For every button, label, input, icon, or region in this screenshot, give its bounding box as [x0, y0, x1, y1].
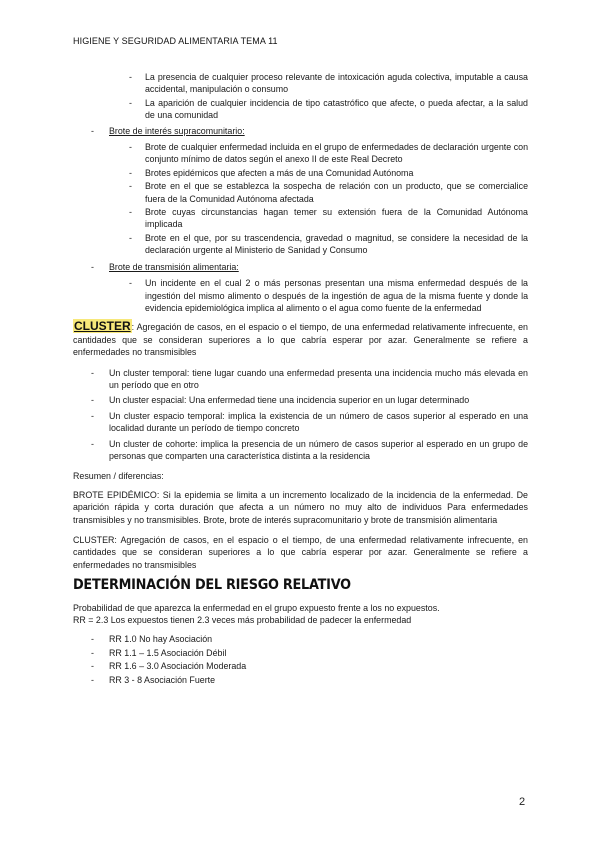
- section-alimentaria: [73, 261, 528, 315]
- list-item: - Un cluster espacial: Una enfermedad tiene una incidencia superior en un lugar determinado: [73, 394, 528, 406]
- resumen-cluster: CLUSTER: Agregación de casos, en el espacio o el tiempo, de una enfermedad relativamente infrecuente, en cantidades que se consideran superiores a lo que cabría esperar por azar. Generalmente se refiere a enfermedades no transmisibles: [73, 535, 528, 570]
- list-item: - RR 3 - 8 Asociación Fuerte: [73, 674, 528, 686]
- supracomunitario-list: [73, 141, 528, 257]
- list-item: - RR 1.6 – 3.0 Asociación Moderada: [73, 660, 528, 672]
- list-item: - Un incidente en el cual 2 o más personas presentan una misma enfermedad después de la ingestión del mismo alimento o después de la ingestión de agua de la misma fuente y donde la evidencia epidemiológica implica al alimento o el agua como fuente de la enfermedad: [73, 277, 528, 314]
- page-content: [73, 71, 528, 687]
- brote-types-list: [73, 125, 528, 315]
- section-supracomunitario: [73, 125, 528, 257]
- top-list: [73, 71, 528, 122]
- list-item: - RR 1.0 No hay Asociación: [73, 633, 528, 645]
- rr-list: [73, 633, 528, 686]
- list-item: - Brote de cualquier enfermedad incluida en el grupo de enfermedades de declaración urgente con conjunto mínimo de datos según el anexo II de este Real Decreto: [73, 141, 528, 166]
- alimentaria-list: [73, 277, 528, 314]
- section-title: - Brote de transmisión alimentaria:: [109, 261, 239, 272]
- page-number: 2: [519, 796, 526, 808]
- resumen-title: Resumen / diferencias:: [73, 471, 164, 482]
- list-item: - Brote en el que se establezca la sospecha de relación con un producto, que se comercialice fuera de la Comunidad Autónoma afectada: [73, 180, 528, 205]
- page-header: HIGIENE Y SEGURIDAD ALIMENTARIA TEMA 11: [73, 36, 278, 46]
- list-item: - Un cluster de cohorte: implica la presencia de un número de casos superior al esperado en un grupo de personas que comparten una característica distinta a la residencia: [73, 438, 528, 463]
- cluster-types-list: [73, 367, 528, 463]
- list-item: - Un cluster espacio temporal: implica la existencia de un número de casos superior al esperado en una localidad durante un período de tiempo concreto: [73, 410, 528, 435]
- riesgo-line2: RR = 2.3 Los expuestos tienen 2.3 veces más probabilidad de padecer la enfermedad: [73, 615, 412, 626]
- list-item: - RR 1.1 – 1.5 Asociación Débil: [73, 647, 528, 659]
- section-heading: DETERMINACIÓN DEL RIESGO RELATIVO: [73, 577, 351, 594]
- list-item: - Brote cuyas circunstancias hagan temer su extensión fuera de la Comunidad Autónoma implicada: [73, 206, 528, 231]
- section-title: - Brote de interés supracomunitario:: [109, 125, 245, 136]
- list-item: - Brote en el que, por su trascendencia, gravedad o magnitud, se considere la necesidad de la declaración urgente al Ministerio de Sanidad y Consumo: [73, 232, 528, 257]
- list-item: - La presencia de cualquier proceso relevante de intoxicación aguda colectiva, imputable a causa accidental, manipulación o consumo: [73, 71, 528, 96]
- cluster-definition-text: : Agregación de casos, en el espacio o el tiempo, de una enfermedad relativamente infrecuente, en cantidades que se consideran superiores a lo que cabría esperar por azar. Generalmente se refiere a enfermedades no transmisibles: [73, 322, 528, 358]
- cluster-term: CLUSTER: [74, 319, 131, 334]
- list-item: - La aparición de cualquier incidencia de tipo catastrófico que afecte, o pueda afectar, a la salud de una comunidad: [73, 97, 528, 122]
- riesgo-line1: Probabilidad de que aparezca la enfermedad en el grupo expuesto frente a los no expuestos.: [73, 602, 440, 613]
- resumen-brote: BROTE EPIDÉMICO: Si la epidemia se limita a un incremento localizado de la incidencia de la enfermedad. De aparición rápida y corta duración que afecta a un número no muy alto de individuos Para enfermedades transmisibles y no transmisibles. Brote, brote de interés supracomunitario y brote de transmisión alimentaria: [73, 489, 528, 525]
- cluster-definition: [73, 320, 528, 358]
- list-item: - Un cluster temporal: tiene lugar cuando una enfermedad presenta una incidencia mucho más elevada en un período que en otro: [73, 367, 528, 392]
- list-item: - Brotes epidémicos que afecten a más de una Comunidad Autónoma: [73, 167, 528, 179]
